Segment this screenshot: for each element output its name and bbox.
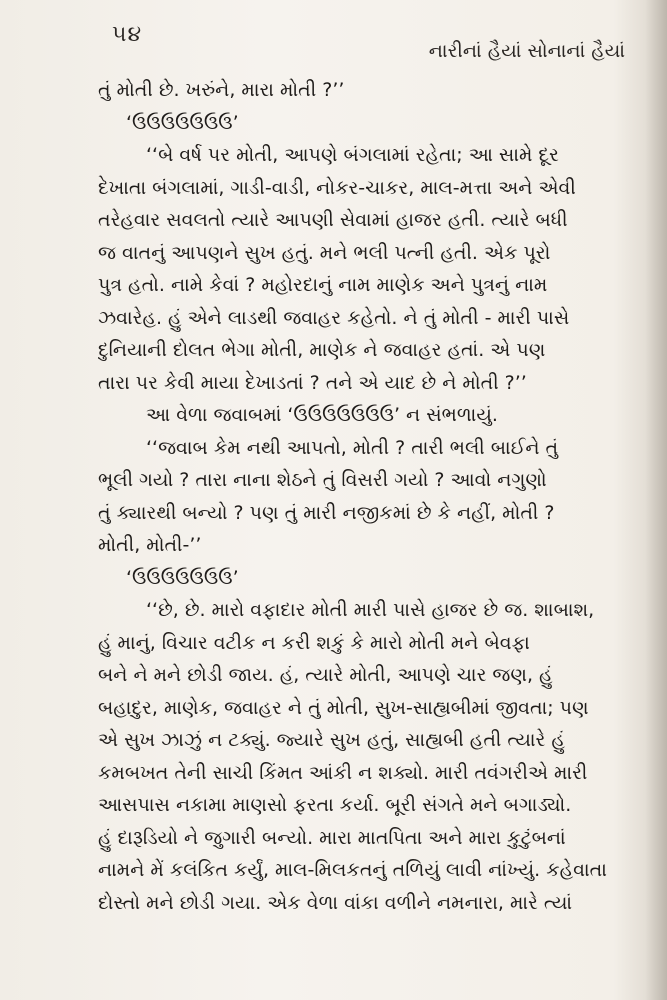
text-line: તરેહવાર સવલતો ત્યારે આપણી સેવામાં હાજર હતી. ત્યારે બધી bbox=[98, 209, 568, 231]
text-line: ‘ઉઉઉઉઉઉઉ’ bbox=[126, 566, 239, 589]
text-line: કમબખત તેની સાચી કિંમત આંકી ન શક્યો. મારી તવંગરીએ મારી bbox=[98, 761, 588, 784]
text-line: મોતી, મોતી-’’ bbox=[98, 534, 202, 556]
text-line: આ વેળા જવાબમાં ‘ઉઉઉઉઉઉઉ’ ન સંભળાયું. bbox=[146, 404, 498, 426]
body-text bbox=[98, 74, 620, 919]
text-line: ‘‘છે, છે. મારો વફાદાર મોતી મારી પાસે હાજર છે જ. શાબાશ, bbox=[146, 599, 595, 621]
page-number: ૫૪ bbox=[112, 22, 143, 47]
text-line: બને ને મને છોડી જાય. હં, ત્યારે મોતી, આપણે ચાર જણ, હું bbox=[98, 664, 553, 686]
page-edge-shadow bbox=[645, 0, 667, 1000]
text-line: હું દારૂડિયો ને જુગારી બન્યો. મારા માતપિતા અને મારા કુટુંબનાં bbox=[98, 826, 566, 849]
text-line: તું ક્યારથી બન્યો ? પણ તું મારી નજીકમાં છે કે નહીં, મોતી ? bbox=[98, 501, 555, 524]
text-line: દોસ્તો મને છોડી ગયા. એક વેળા વાંકા વળીને નમનારા, મારે ત્યાં bbox=[98, 891, 573, 914]
text-line: નામને મેં કલંકિત કર્યું, માલ-મિલકતનું તળિયું લાવી નાંખ્યું. કહેવાતા bbox=[98, 859, 607, 881]
text-line: બહાદુર, માણેક, જવાહર ને તું મોતી, સુખ-સાહ્યબીમાં જીવતા; પણ bbox=[98, 696, 589, 719]
text-line: તારા પર કેવી માયા દેખાડતાં ? તને એ યાદ છે ને મોતી ?’’ bbox=[98, 371, 527, 394]
text-line: ‘‘જવાબ કેમ નથી આપતો, મોતી ? તારી ભલી બાઈને તું bbox=[146, 436, 559, 459]
running-head: નારીનાં હૈયાં સોનાનાં હૈયાં bbox=[428, 40, 625, 62]
text-line: દુનિયાની દોલત ભેગા મોતી, માણેક ને જવાહર હતાં. એ પણ bbox=[98, 339, 546, 361]
text-line: ‘‘બે વર્ષ પર મોતી, આપણે બંગલામાં રહેતા; આ સામે દૂર bbox=[146, 144, 559, 166]
text-line: જ વાતનું આપણને સુખ હતું. મને ભલી પત્ની હતી. એક પૂરો bbox=[98, 241, 551, 264]
text-line: આસપાસ નકામા માણસો ફરતા કર્યા. બૂરી સંગતે મને બગાડ્યો. bbox=[98, 794, 572, 816]
text-line: તું મોતી છે. ખરુંને, મારા મોતી ?’’ bbox=[98, 79, 345, 101]
text-line: ‘ઉઉઉઉઉઉઉ’ bbox=[126, 111, 239, 134]
text-line: એ સુખ ઝાઝું ન ટક્યું. જ્યારે સુખ હતું, સાહ્યબી હતી ત્યારે હું bbox=[98, 729, 565, 751]
text-line: પુત્ર હતો. નામે કેવાં ? મહોરદાનું નામ માણેક અને પુત્રનું નામ bbox=[98, 274, 548, 296]
text-line: હું માનું, વિચાર વટીક ન કરી શકું કે મારો મોતી મને બેવફા bbox=[98, 631, 530, 654]
text-line: ભૂલી ગયો ? તારા નાના શેઠને તું વિસરી ગયો ? આવો નગુણો bbox=[98, 469, 547, 491]
text-line: દેખાતા બંગલામાં, ગાડી-વાડી, નોકર-ચાકર, માલ-મત્તા અને એવી bbox=[98, 176, 576, 199]
text-line: ઝવારેહ. હું એને લાડથી જવાહર કહેતો. ને તું મોતી - મારી પાસે bbox=[98, 306, 570, 329]
